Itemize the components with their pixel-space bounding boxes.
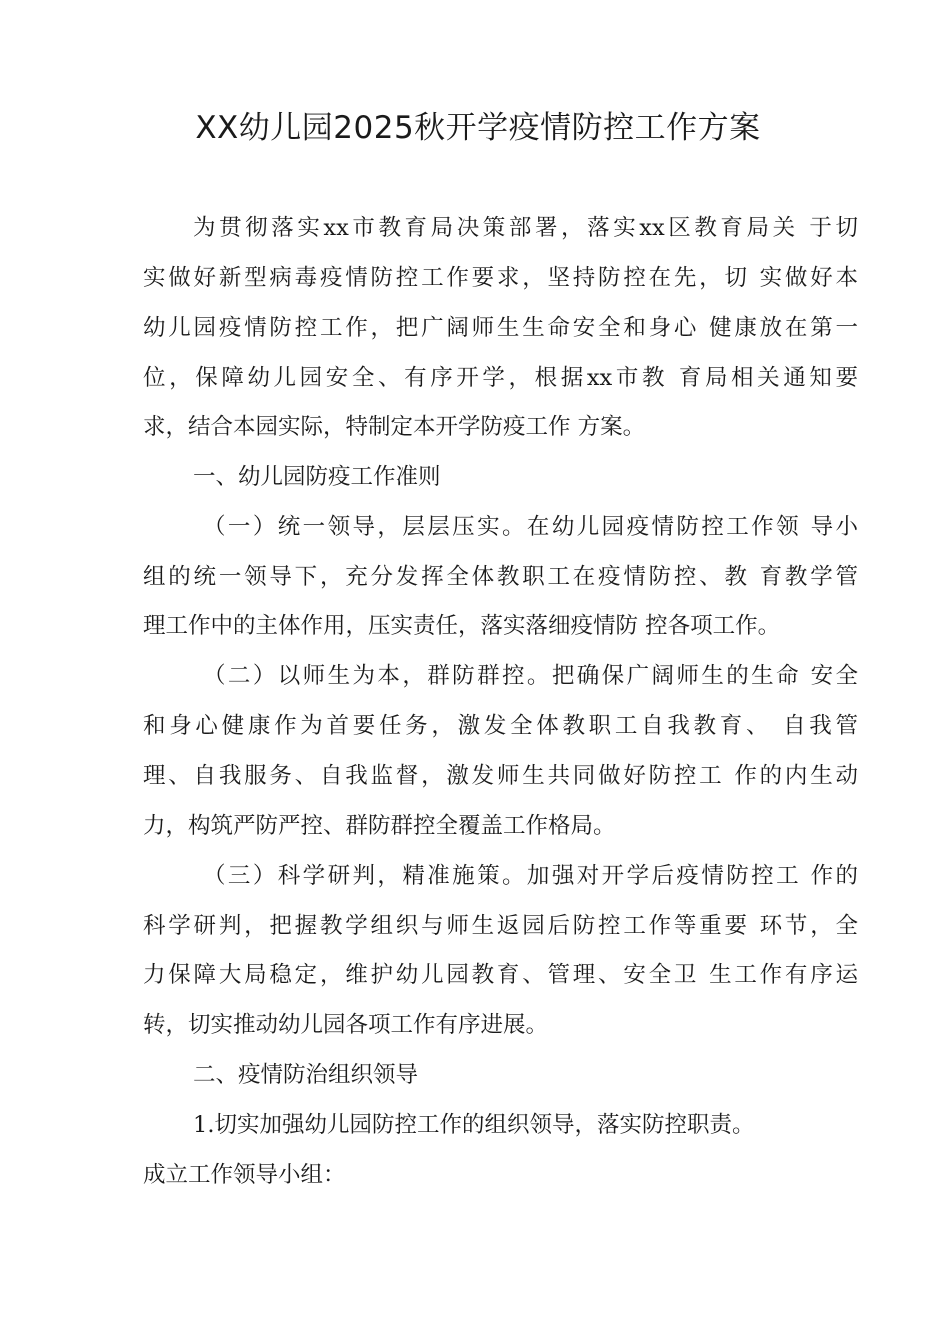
paragraph-line: 和身心健康作为首要任务，激发全体教职工自我教育、 自我管: [143, 713, 858, 739]
paragraph-line: 转，切实推动幼儿园各项工作有序进展。: [143, 1012, 549, 1038]
paragraph-line: 科学研判，把握教学组织与师生返园后防控工作等重要 环节，全: [143, 913, 858, 939]
paragraph-line: 位，保障幼儿园安全、有序开学，根据xx市教 育局相关通知要: [143, 365, 858, 391]
paragraph-line: 求，结合本园实际，特制定本开学防疫工作 方案。: [143, 414, 646, 440]
section-heading: 二、疫情防治组织领导: [193, 1062, 419, 1088]
paragraph-line: 力保障大局稳定，维护幼儿园教育、管理、安全卫 生工作有序运: [143, 962, 858, 988]
paragraph-line: （三）科学研判，精准施策。加强对开学后疫情防控工 作的: [203, 863, 858, 889]
paragraph-line: 幼儿园疫情防控工作，把广阔师生生命安全和身心 健康放在第一: [143, 315, 858, 341]
paragraph-line: 实做好新型病毒疫情防控工作要求，坚持防控在先，切 实做好本: [143, 265, 858, 291]
paragraph-line: （一）统一领导，层层压实。在幼儿园疫情防控工作领 导小: [203, 514, 858, 540]
paragraph-line: （二）以师生为本，群防群控。把确保广阔师生的生命 安全: [203, 663, 858, 689]
paragraph-line: 组的统一领导下，充分发挥全体教职工在疫情防控、教 育教学管: [143, 564, 858, 590]
paragraph-line: 理、自我服务、自我监督，激发师生共同做好防控工 作的内生动: [143, 763, 858, 789]
paragraph-line: 为贯彻落实xx市教育局决策部署，落实xx区教育局关 于切: [193, 215, 858, 241]
paragraph-line: 1.切实加强幼儿园防控工作的组织领导，落实防控职责。: [193, 1112, 755, 1138]
section-heading: 一、幼儿园防疫工作准则: [193, 464, 441, 490]
paragraph-line: 力，构筑严防严控、群防群控全覆盖工作格局。: [143, 813, 616, 839]
paragraph-line: 成立工作领导小组：: [143, 1162, 346, 1188]
paragraph-line: 理工作中的主体作用，压实责任，落实落细疫情防 控各项工作。: [143, 613, 781, 639]
document-title: XX幼儿园2025秋开学疫情防控工作方案: [195, 110, 761, 146]
